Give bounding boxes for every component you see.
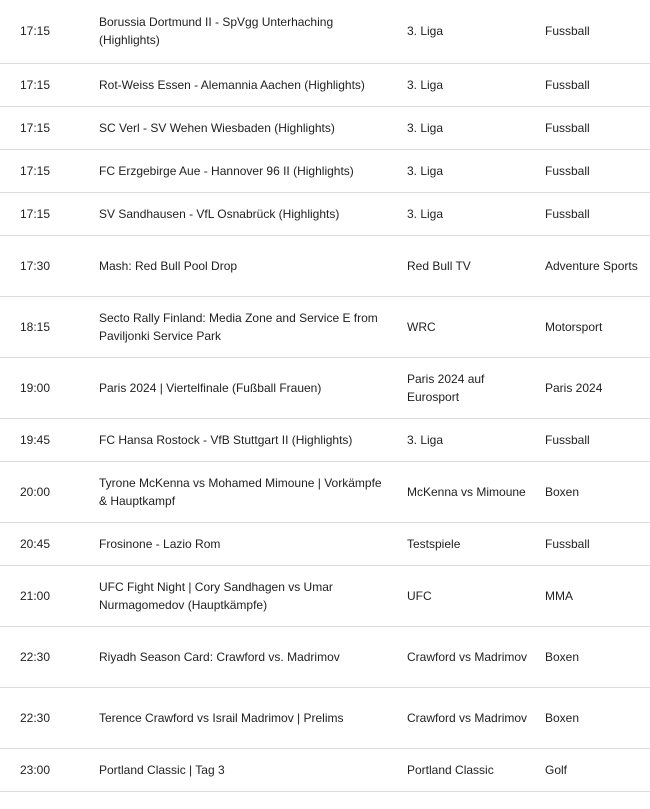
row-title[interactable]: Rot-Weiss Essen - Alemannia Aachen (Highlights) bbox=[99, 77, 365, 92]
row-time: 21:00 bbox=[20, 588, 51, 603]
row-sport: Motorsport bbox=[545, 319, 603, 334]
row-title[interactable]: UFC Fight Night | Cory Sandhagen vs Umar Nurmagomedov (Hauptkämpfe) bbox=[99, 579, 333, 612]
row-channel: 3. Liga bbox=[407, 206, 444, 221]
schedule-row[interactable] bbox=[0, 565, 650, 626]
row-time: 20:00 bbox=[20, 484, 51, 499]
row-title[interactable]: Riyadh Season Card: Crawford vs. Madrimov bbox=[99, 649, 340, 664]
schedule-row[interactable] bbox=[0, 687, 650, 748]
row-title[interactable]: SC Verl - SV Wehen Wiesbaden (Highlights) bbox=[99, 120, 335, 135]
row-title[interactable]: Mash: Red Bull Pool Drop bbox=[99, 258, 238, 273]
row-channel: 3. Liga bbox=[407, 432, 444, 447]
schedule-row[interactable] bbox=[0, 149, 650, 192]
row-channel: 3. Liga bbox=[407, 77, 444, 92]
row-time: 19:45 bbox=[20, 432, 51, 447]
schedule-row[interactable] bbox=[0, 461, 650, 522]
row-time: 17:15 bbox=[20, 24, 51, 39]
row-sport: Fussball bbox=[545, 432, 590, 447]
row-time: 19:00 bbox=[20, 380, 51, 395]
row-channel: 3. Liga bbox=[407, 163, 444, 178]
schedule-row[interactable] bbox=[0, 626, 650, 687]
row-time: 20:45 bbox=[20, 536, 51, 551]
schedule-row[interactable] bbox=[0, 106, 650, 149]
schedule-row[interactable] bbox=[0, 235, 650, 296]
row-channel: Crawford vs Madrimov bbox=[407, 649, 528, 664]
schedule-row[interactable] bbox=[0, 296, 650, 357]
row-channel: Testspiele bbox=[407, 536, 461, 551]
row-time: 17:15 bbox=[20, 120, 51, 135]
schedule-row[interactable] bbox=[0, 63, 650, 106]
row-title[interactable]: Terence Crawford vs Israil Madrimov | Prelims bbox=[99, 710, 344, 725]
row-channel: McKenna vs Mimoune bbox=[407, 484, 526, 499]
schedule-row[interactable] bbox=[0, 192, 650, 235]
row-channel: 3. Liga bbox=[407, 120, 444, 135]
row-sport: Fussball bbox=[545, 120, 590, 135]
row-sport: Fussball bbox=[545, 536, 590, 551]
row-sport: Boxen bbox=[545, 484, 580, 499]
row-time: 22:30 bbox=[20, 649, 51, 664]
schedule-row[interactable] bbox=[0, 357, 650, 418]
row-sport: Golf bbox=[545, 762, 568, 777]
row-title[interactable]: Portland Classic | Tag 3 bbox=[99, 762, 225, 777]
row-sport: Paris 2024 bbox=[545, 380, 603, 395]
row-sport: MMA bbox=[545, 588, 573, 603]
row-sport: Fussball bbox=[545, 163, 590, 178]
row-title[interactable]: FC Hansa Rostock - VfB Stuttgart II (Highlights) bbox=[99, 432, 353, 447]
row-title[interactable]: FC Erzgebirge Aue - Hannover 96 II (Highlights) bbox=[99, 163, 354, 178]
schedule-row[interactable] bbox=[0, 0, 650, 63]
row-title[interactable]: Secto Rally Finland: Media Zone and Service E from Paviljonki Service Park bbox=[99, 310, 378, 343]
row-title[interactable]: SV Sandhausen - VfL Osnabrück (Highlights) bbox=[99, 206, 340, 221]
schedule-row[interactable] bbox=[0, 522, 650, 565]
row-title[interactable]: Tyrone McKenna vs Mohamed Mimoune | Vorkämpfe & Hauptkampf bbox=[99, 475, 382, 508]
row-time: 23:00 bbox=[20, 762, 51, 777]
row-channel: Red Bull TV bbox=[407, 258, 471, 273]
row-time: 17:15 bbox=[20, 163, 51, 178]
row-channel: Portland Classic bbox=[407, 762, 494, 777]
row-sport: Boxen bbox=[545, 649, 580, 664]
row-sport: Adventure Sports bbox=[545, 258, 638, 273]
row-channel: Crawford vs Madrimov bbox=[407, 710, 528, 725]
row-sport: Boxen bbox=[545, 710, 580, 725]
row-time: 18:15 bbox=[20, 319, 51, 334]
row-channel: 3. Liga bbox=[407, 24, 444, 39]
row-title[interactable]: Borussia Dortmund II - SpVgg Unterhaching (Highlights) bbox=[99, 15, 334, 48]
row-time: 22:30 bbox=[20, 710, 51, 725]
row-sport: Fussball bbox=[545, 24, 590, 39]
row-time: 17:30 bbox=[20, 258, 51, 273]
row-time: 17:15 bbox=[20, 206, 51, 221]
schedule-row[interactable] bbox=[0, 418, 650, 461]
row-channel: Paris 2024 auf Eurosport bbox=[407, 371, 485, 404]
row-channel: WRC bbox=[407, 319, 436, 334]
row-title[interactable]: Paris 2024 | Viertelfinale (Fußball Frauen) bbox=[99, 380, 322, 395]
schedule-row[interactable] bbox=[0, 748, 650, 791]
row-title[interactable]: Frosinone - Lazio Rom bbox=[99, 536, 221, 551]
row-sport: Fussball bbox=[545, 206, 590, 221]
row-sport: Fussball bbox=[545, 77, 590, 92]
row-time: 17:15 bbox=[20, 77, 51, 92]
row-channel: UFC bbox=[407, 588, 432, 603]
